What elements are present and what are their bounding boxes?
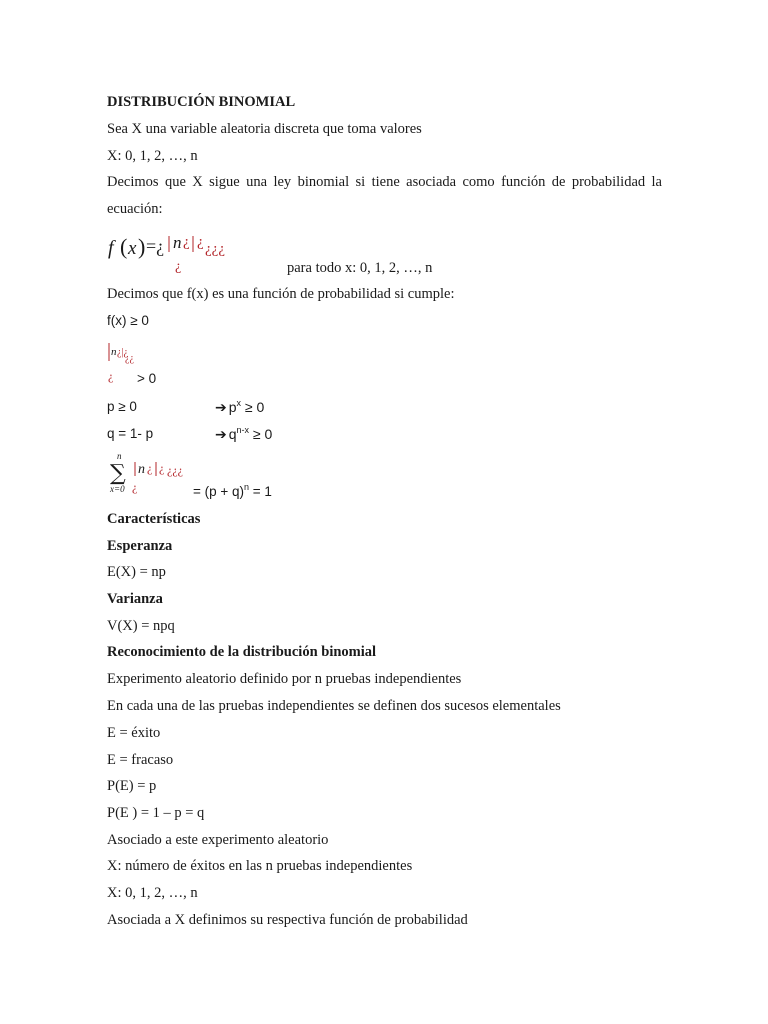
- sum-below: ¿: [132, 480, 138, 494]
- experiment-text: Experimento aleatorio definido por n pruebas independientes: [107, 671, 462, 687]
- variance-formula: V(X) = npq: [107, 618, 175, 634]
- formula-tail: ¿¿¿: [205, 241, 225, 257]
- formula-n: n: [173, 233, 182, 252]
- svg-text:∑: ∑: [110, 461, 126, 486]
- each-trial-text: En cada una de las pruebas independientes se definen dos sucesos elementales: [107, 698, 561, 714]
- associated-experiment-text: Asociado a este experimento aleatorio: [107, 832, 329, 848]
- right-arrow-icon: ➔: [215, 400, 227, 416]
- for-all-x-text: para todo x: 0, 1, 2, …, n: [287, 260, 433, 276]
- p-power-x-line: ➔ $p^x \ge 0$: [215, 398, 265, 416]
- combination-n: n: [111, 346, 117, 358]
- q-definition: q = 1- p: [107, 426, 154, 441]
- svg-text:¿: ¿: [159, 461, 165, 475]
- success-event: E = éxito: [107, 725, 161, 741]
- p-nonnegative: p ≥ 0: [107, 399, 137, 414]
- sum-tail: ¿¿¿: [167, 463, 183, 477]
- combination-tail: ¿¿: [125, 353, 134, 364]
- svg-text:¿: ¿: [197, 234, 204, 250]
- sum-inv: ¿: [147, 461, 153, 475]
- combination-below: ¿: [108, 369, 114, 383]
- combination-mid: ¿|¿: [117, 347, 128, 358]
- formula-inv: ¿: [183, 234, 190, 250]
- binomial-sum-result: = $(p + q)^n = 1$: [193, 482, 272, 499]
- formula-below: ¿: [175, 259, 182, 274]
- document-title: DISTRIBUCIÓN BINOMIAL: [107, 94, 296, 110]
- heading-esperanza: Esperanza: [107, 538, 173, 554]
- failure-event: E = fracaso: [107, 752, 174, 768]
- greater-than-zero: > 0: [137, 371, 157, 386]
- svg-text:): ): [138, 234, 146, 259]
- associated-pmf-text: Asociada a X definimos su respectiva función de probabilidad: [107, 912, 468, 928]
- values-line-2: X: 0, 1, 2, …, n: [107, 885, 198, 901]
- sum-upper: n: [117, 451, 122, 461]
- q-power-n-minus-x-line: ➔ $q^{n-x} \ge 0$: [215, 425, 273, 443]
- values-line-1: X: 0, 1, 2, …, n: [107, 148, 198, 164]
- success-probability: P(E) = p: [107, 778, 157, 794]
- sum-lower: x=0: [110, 484, 125, 494]
- binomial-definition-line-1: Decimos que X sigue una ley binomial si tiene asociada como función de probabilidad la: [107, 174, 662, 190]
- right-arrow-icon: ➔: [215, 427, 227, 443]
- sum-n: n: [138, 462, 145, 477]
- intro-text: Sea X una variable aleatoria discreta que toma valores: [107, 121, 422, 137]
- formula-eq: =¿: [146, 236, 165, 256]
- svg-text:(: (: [120, 234, 128, 259]
- failure-probability: P(E ) = 1 – p = q: [107, 805, 205, 821]
- binomial-definition-line-2: ecuación:: [107, 201, 163, 217]
- summation-formula: [105, 450, 200, 498]
- fx-nonnegative: f(x) ≥ 0: [107, 313, 149, 328]
- formula-f: f: [108, 237, 114, 259]
- random-variable-definition: X: número de éxitos en las n pruebas independientes: [107, 858, 413, 874]
- pmf-condition-text: Decimos que f(x) es una función de probabilidad si cumple:: [107, 286, 455, 302]
- heading-reconocimiento: Reconocimiento de la distribución binomial: [107, 644, 377, 660]
- formula-x: x: [128, 238, 137, 259]
- expectation-formula: E(X) = np: [107, 564, 166, 580]
- heading-varianza: Varianza: [107, 591, 163, 607]
- heading-caracteristicas: Características: [107, 511, 201, 527]
- binomial-pmf-formula: [105, 226, 235, 274]
